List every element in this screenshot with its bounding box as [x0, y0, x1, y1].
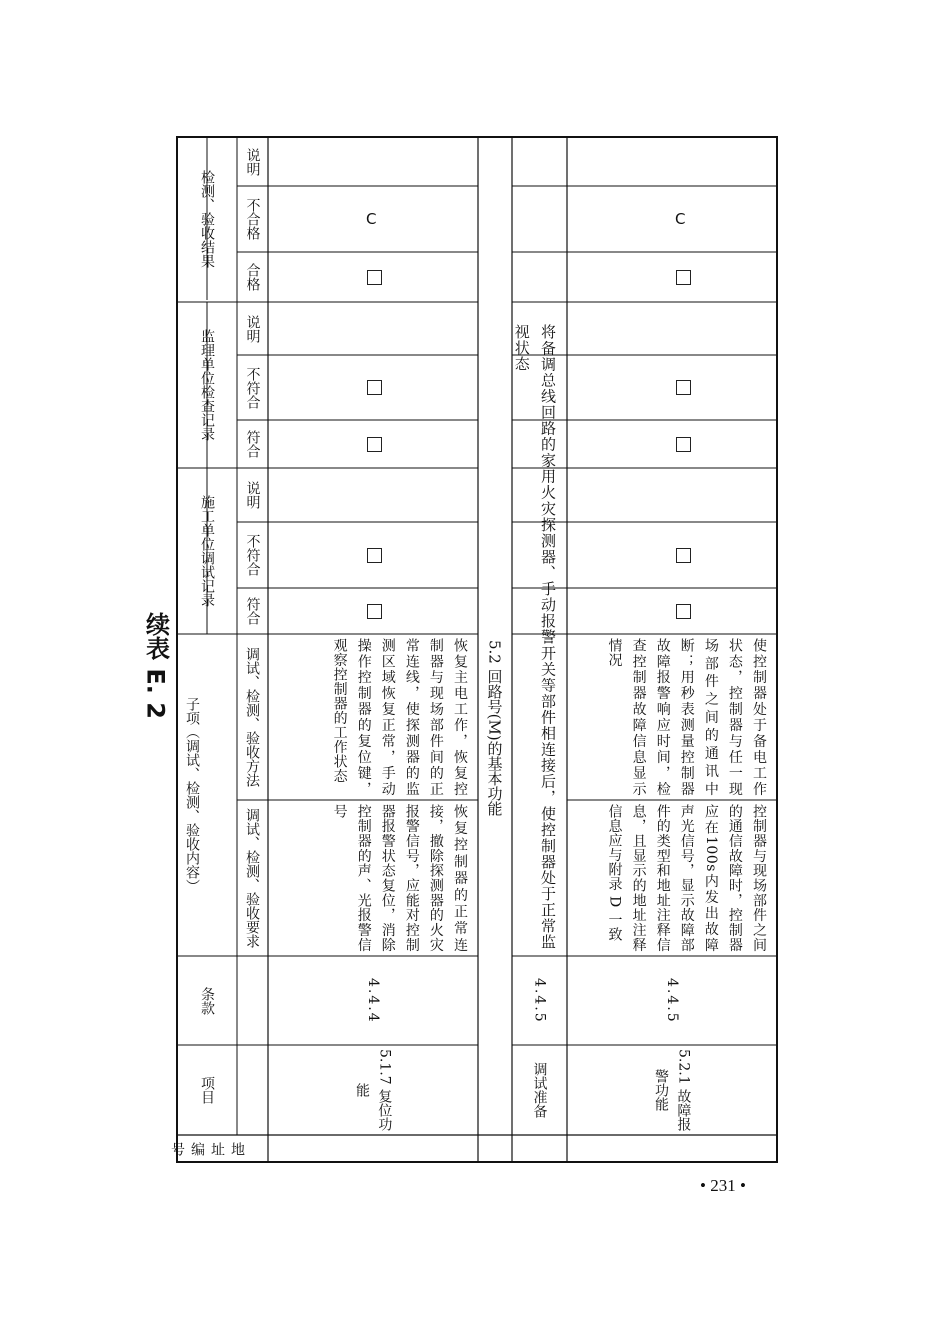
header-acceptance: 检测、验收结果 [199, 169, 215, 268]
row1-requirement: 恢复控制器的正常连接，撤除探测器的火灾报警信号，应能对控制器报警状态复位，消除控制器的声、光报警信号 [331, 804, 468, 952]
header-acceptance-note: 说明 [244, 147, 261, 176]
row1-construction-nonconform-checkbox[interactable] [367, 548, 382, 563]
header-supervision-unit: 监理单位检查记录 [199, 329, 215, 441]
row3-qualified-checkbox[interactable] [676, 270, 691, 285]
row3-supervision-conform-checkbox[interactable] [676, 437, 691, 452]
header-address-no: 地址编号 [169, 1141, 245, 1156]
row3-clause: 4.4.5 [664, 977, 680, 1024]
row2-text: 将备调总线回路的家用火灾探测器、手动报警开关等部件相连接后，使控制器处于正常监视状态 [512, 324, 557, 950]
header-construction-conform: 符合 [244, 597, 261, 625]
row1-unqualified-mark: C [366, 210, 377, 228]
header-unqualified: 不合格 [244, 198, 261, 240]
row3-requirement: 控制器与现场部件之间的通信故障时，控制器应在100s内发出故障声光信号，显示故障部件的类型和地址注释信息，且显示的地址注释信息应与附录 D 一致 [606, 804, 767, 952]
row1-clause: 4.4.4 [365, 977, 381, 1024]
header-project: 项目 [199, 1076, 215, 1104]
row1-construction-conform-checkbox[interactable] [367, 604, 382, 619]
row1-project: 5.1.7 复位功能 [354, 1048, 393, 1132]
header-supervision-note: 说明 [244, 314, 261, 343]
row1-supervision-nonconform-checkbox[interactable] [367, 380, 382, 395]
header-subitem: 子项（调试、检测、验收内容） [184, 697, 200, 893]
header-construction-unit: 施工单位调试记录 [199, 495, 215, 607]
row3-construction-nonconform-checkbox[interactable] [676, 548, 691, 563]
row2-clause: 4.4.5 [531, 977, 548, 1024]
row3-method: 使控制器处于备电工作状态，控制器与任一现场部件之间的通讯中断；用秒表测量控制器故障报警响应时间，检查控制器故障信息显示情况 [606, 638, 767, 796]
header-qualified: 合格 [244, 263, 261, 291]
row1-method: 恢复主电工作，恢复控制器与现场部件间的正常连线，使探测器的监测区域恢复正常，手动操作控制器的复位键，观察控制器的工作状态 [331, 638, 468, 796]
row3-project: 5.2.1 故障报警功能 [653, 1048, 692, 1132]
header-supervision-nonconform: 不符合 [244, 366, 261, 409]
header-construction-note: 说明 [244, 481, 261, 509]
header-clause: 条款 [199, 986, 215, 1015]
header-method: 调试、检测、验收方法 [244, 647, 260, 787]
row3-construction-conform-checkbox[interactable] [676, 604, 691, 619]
row2-project: 调试准备 [531, 1062, 548, 1118]
row1-qualified-checkbox[interactable] [367, 270, 382, 285]
header-supervision-conform: 符合 [244, 430, 261, 458]
page-number: • 231 • [700, 1176, 746, 1195]
row1-supervision-conform-checkbox[interactable] [367, 437, 382, 452]
header-construction-nonconform: 不符合 [244, 534, 261, 576]
section-heading: 5.2 回路号(M)的基本功能 [485, 640, 504, 816]
row3-unqualified-mark: C [675, 210, 686, 228]
table-title: 续表 E. 2 [141, 611, 170, 719]
header-requirement: 调试、检测、验收要求 [244, 808, 260, 948]
row3-supervision-nonconform-checkbox[interactable] [676, 380, 691, 395]
